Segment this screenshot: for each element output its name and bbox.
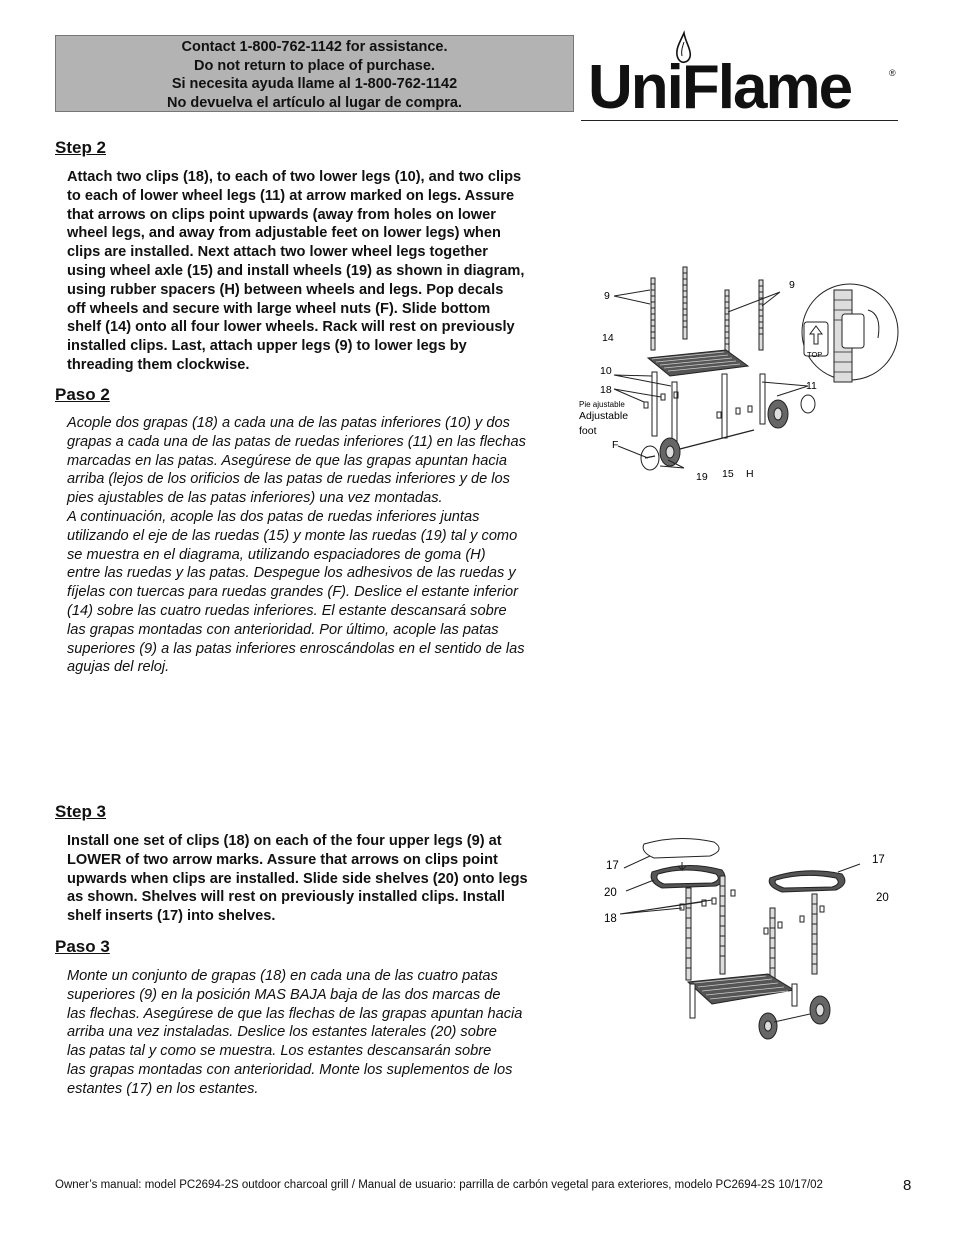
header-rule <box>581 120 898 121</box>
callout-10: 10 <box>600 365 612 377</box>
callout-9: 9 <box>604 290 610 302</box>
step2-heading: Step 2 <box>55 138 107 157</box>
callout-adjustable: Adjustable <box>579 410 629 422</box>
callout-18: 18 <box>600 384 612 396</box>
callout-20: 20 <box>604 887 617 899</box>
callout-9: 9 <box>789 279 795 291</box>
logo-text: UniFlame <box>588 53 852 116</box>
callout-19: 19 <box>696 471 708 483</box>
step2-text: Attach two clips (18), to each of two lower legs (10), and two clips to each of lower wheel legs (11) at arrow marked on legs. Assure that arrows on clips point upwards (away from holes on lower wheel legs, and away from adjustable feet on lower legs) when clips are installed. Next attach two lower wheel legs together using wheel axle (15) and install wheels (19) as shown in diagram, using rubber spacers (H) between wheels and legs. Pop decals off wheels and secure with large wheel nuts (F). Slide bottom shelf (14) onto all four lower wheels. Rack will rest on previously installed clips. Last, attach upper legs (9) to lower legs by threading them clockwise. <box>67 169 525 373</box>
callout-h: H <box>746 468 754 480</box>
callout-15: 15 <box>722 468 734 480</box>
paso2-heading: Paso 2 <box>55 385 110 404</box>
callout-14: 14 <box>602 332 614 344</box>
callout-top: TOP <box>807 350 823 359</box>
contact-line: Si necesita ayuda llame al 1-800-762-1142 <box>171 76 458 92</box>
step3-heading: Step 3 <box>55 802 107 821</box>
callout-17: 17 <box>872 854 885 866</box>
registered-mark: ® <box>889 68 896 78</box>
contact-box <box>55 35 574 112</box>
callout-pie-ajustable: Pie ajustable <box>579 400 625 409</box>
paso3-heading: Paso 3 <box>55 937 110 956</box>
callout-20: 20 <box>876 892 889 904</box>
paso2-text: Acople dos grapas (18) a cada una de las patas inferiores (10) y dos grapas a cada una de las patas de ruedas inferiores (11) en las flechas marcadas en las patas. Asegúrese de que las grapas apuntan hacia arriba (lejos de los orificios de las patas de ruedas inferiores y de los pies ajustables de las patas inferiores) una vez montadas. A continuación, acople las dos patas de ruedas inferiores juntas utilizando el eje de las ruedas (15) y monte las ruedas (19) tal y como se muestra en el diagrama, utilizando espaciadores de goma (H) entre las ruedas y las patas. Despegue los adhesivos de las ruedas y fíjelas con tuercas para ruedas grandes (F). Deslice el estante inferior (14) sobre las cuatro ruedas inferiores. El estante descansará sobre las grapas montadas con anterioridad. Por último, acople las patas superiores (9) a las patas inferiores enroscándolas en el sentido de las agujas del reloj. <box>67 415 526 676</box>
contact-line: Contact 1-800-762-1142 for assistance. <box>181 39 448 55</box>
step2-assembly-diagram <box>576 262 902 484</box>
paso3-text: Monte un conjunto de grapas (18) en cada una de las cuatro patas superiores (9) en la posición MAS BAJA baja de las dos marcas de las flechas. Asegúrese de que las flechas de las grapas apuntan hacia arriba una vez instaladas. Deslice los estantes laterales (20) sobre las patas tal y como se muestra. Los estantes descansarán sobre las grapas montadas con anterioridad. Monte los suplementos de los estantes (17) en los estantes. <box>67 968 523 1097</box>
uniflame-logo <box>588 30 898 116</box>
footer-text: Owner’s manual: model PC2694-2S outdoor charcoal grill / Manual de usuario: parrilla de carbón vegetal para exteriores, modelo PC2694-2S 10/17/02 <box>55 1179 823 1191</box>
callout-18: 18 <box>604 913 617 925</box>
callout-17: 17 <box>606 860 619 872</box>
contact-line: Do not return to place of purchase. <box>194 57 435 74</box>
contact-line: No devuelva el artículo al lugar de compra. <box>167 94 462 111</box>
callout-foot: foot <box>579 425 597 437</box>
callout-f: F <box>612 439 619 451</box>
page-number: 8 <box>903 1177 912 1194</box>
step3-text: Install one set of clips (18) on each of the four upper legs (9) at LOWER of two arrow marks. Assure that arrows on clips point upwards when clips are installed. Slide side shelves (20) onto legs as shown. Shelves will rest on previously installed clips. Install shelf inserts (17) into shelves. <box>67 833 528 925</box>
callout-11: 11 <box>806 380 817 392</box>
step3-assembly-diagram <box>598 832 898 1044</box>
